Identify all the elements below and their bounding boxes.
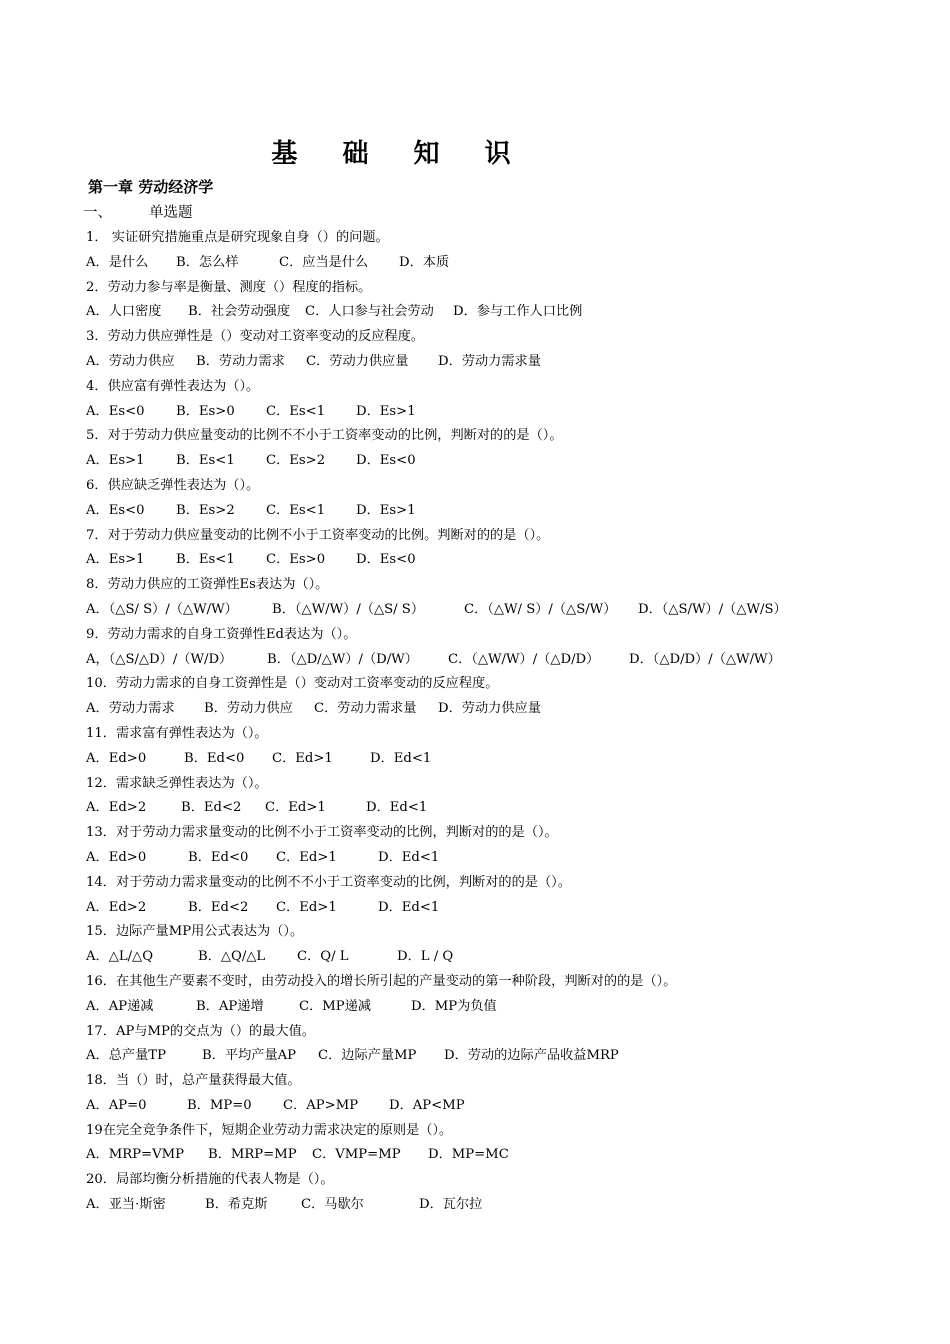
answer-option: D．（△D/D）/（△W/W） <box>629 651 781 667</box>
question-text: 4．供应富有弹性表达为（）。 <box>86 378 260 394</box>
option-row <box>86 846 926 871</box>
answer-option: A．总产量TP <box>86 1048 166 1064</box>
question-text: 18．当（）时，总产量获得最大值。 <box>86 1073 301 1089</box>
question-text: 12．需求缺乏弹性表达为（）。 <box>86 775 268 791</box>
answer-option: C．AP>MP <box>283 1097 359 1113</box>
question-text: 11．需求富有弹性表达为（）。 <box>86 725 268 741</box>
answer-option: D．劳动的边际产品收益MRP <box>444 1048 619 1064</box>
question-text: 2．劳动力参与率是衡量、测度（）程度的指标。 <box>86 279 372 295</box>
answer-option: A．Ed>0 <box>86 750 147 766</box>
option-row <box>86 648 926 673</box>
section-label: 单选题 <box>149 205 193 221</box>
answer-option: A．Es>1 <box>86 552 145 568</box>
answer-option: C．MP递减 <box>299 998 372 1014</box>
answer-option: B．Es<1 <box>176 552 235 568</box>
answer-option: B．Es>2 <box>176 502 235 518</box>
answer-option: D．（△S/W）/（△W/S） <box>638 601 787 617</box>
answer-option: A．AP递减 <box>86 998 154 1014</box>
answer-option: C．Ed>1 <box>276 899 337 915</box>
answer-option: A．亚当·斯密 <box>86 1197 166 1213</box>
answer-option: D．Es>1 <box>356 502 416 518</box>
question-text: 6．供应缺乏弹性表达为（）。 <box>86 477 260 493</box>
question-text: 16．在其他生产要素不变时，由劳动投入的增长所引起的产量变动的第一种阶段，判断对的的是（）。 <box>86 973 677 989</box>
option-row <box>86 548 926 573</box>
option-row <box>86 747 926 772</box>
answer-option: D．Ed<1 <box>366 800 428 816</box>
answer-option: D．Es>1 <box>356 403 416 419</box>
answer-option: A．劳动力需求 <box>86 701 175 717</box>
answer-option: A．AP=0 <box>86 1097 147 1113</box>
answer-option: C．Ed>1 <box>272 750 333 766</box>
answer-option: D．Ed<1 <box>378 899 440 915</box>
option-row <box>86 449 926 474</box>
option-row <box>86 896 926 921</box>
answer-option: A．（△S/ S）/（△W/W） <box>86 601 238 617</box>
question-text: 15．边际产量MP用公式表达为（）。 <box>86 924 304 940</box>
option-row <box>86 1044 926 1069</box>
answer-option: B．劳动力供应 <box>204 701 293 717</box>
answer-option: B．Ed<2 <box>181 800 242 816</box>
answer-option: A．Ed>2 <box>86 899 147 915</box>
answer-option: B．（△W/W）/（△S/ S） <box>272 601 425 617</box>
answer-option: B．Ed<2 <box>188 899 249 915</box>
option-row <box>86 1193 926 1218</box>
answer-option: C．劳动力需求量 <box>314 701 417 717</box>
option-row <box>86 598 926 623</box>
question-text: 7．对于劳动力供应量变动的比例不小于工资率变动的比例。判断对的的是（）。 <box>86 527 550 543</box>
question-text: 3．劳动力供应弹性是（）变动对工资率变动的反应程度。 <box>86 329 425 345</box>
answer-option: B．Es<1 <box>176 453 235 469</box>
answer-option: B．AP递增 <box>196 998 264 1014</box>
question-text: 9．劳动力需求的自身工资弹性Ed表达为（）。 <box>86 626 357 642</box>
answer-option: C．（△W/W）/（△D/D） <box>448 651 600 667</box>
answer-option: C．Es>2 <box>266 453 326 469</box>
answer-option: A．Ed>0 <box>86 849 147 865</box>
question-text: 14．对于劳动力需求量变动的比例不不小于工资率变动的比例，判断对的的是（）。 <box>86 874 571 890</box>
option-row <box>86 1143 926 1168</box>
answer-option: B．（△D/△W）/（D/W） <box>267 651 418 667</box>
question-list <box>86 226 926 1218</box>
answer-option: D．劳动力供应量 <box>438 701 541 717</box>
answer-option: A．人口密度 <box>86 304 162 320</box>
answer-option: C．VMP=MP <box>312 1147 401 1163</box>
answer-option: B．劳动力需求 <box>196 353 285 369</box>
question-text: 1． 实证研究措施重点是研究现象自身（）的问题。 <box>86 230 389 245</box>
section-number: 一、 <box>83 205 112 221</box>
option-row <box>86 697 926 722</box>
answer-option: D．MP为负值 <box>411 998 497 1014</box>
option-row <box>86 251 926 276</box>
answer-option: B．平均产量AP <box>202 1048 297 1064</box>
answer-option: A．Es>1 <box>86 453 145 469</box>
answer-option: A．△L/△Q <box>86 949 154 965</box>
option-row <box>86 300 926 325</box>
answer-option: C．Es>0 <box>266 552 326 568</box>
answer-option: C．边际产量MP <box>318 1048 417 1064</box>
answer-option: A．MRP=VMP <box>86 1147 184 1163</box>
option-row <box>86 995 926 1020</box>
answer-option: D．本质 <box>399 254 450 270</box>
option-row <box>86 796 926 821</box>
question-text: 19在完全竞争条件下，短期企业劳动力需求决定的原则是（）。 <box>86 1122 453 1138</box>
chapter-heading: 第一章 劳动经济学 <box>88 178 214 196</box>
answer-option: D．Es<0 <box>356 453 416 469</box>
document-title: 基 础 知 识 <box>271 139 529 169</box>
option-row <box>86 1094 926 1119</box>
question-text: 10．劳动力需求的自身工资弹性是（）变动对工资率变动的反应程度。 <box>86 676 499 692</box>
question-text: 8．劳动力供应的工资弹性Es表达为（）。 <box>86 577 329 593</box>
answer-option: C．劳动力供应量 <box>306 353 409 369</box>
answer-option: D．参与工作人口比例 <box>453 304 583 320</box>
answer-option: C．人口参与社会劳动 <box>305 304 434 320</box>
answer-option: D．MP=MC <box>428 1147 509 1163</box>
answer-option: B．MRP=MP <box>208 1147 297 1163</box>
answer-option: C．Es<1 <box>266 502 326 518</box>
answer-option: B．希克斯 <box>205 1197 268 1213</box>
answer-option: D．瓦尔拉 <box>419 1197 483 1213</box>
answer-option: A．Ed>2 <box>86 800 147 816</box>
answer-option: A．是什么 <box>86 254 149 270</box>
option-row <box>86 945 926 970</box>
option-row <box>86 400 926 425</box>
question-text: 17．AP与MP的交点为（）的最大值。 <box>86 1023 315 1039</box>
question-text: 13．对于劳动力需求量变动的比例不小于工资率变动的比例，判断对的的是（）。 <box>86 825 558 841</box>
section-heading <box>83 201 193 222</box>
answer-option: D．L / Q <box>397 949 454 965</box>
answer-option: B．Ed<0 <box>188 849 249 865</box>
answer-option: A．劳动力供应 <box>86 353 175 369</box>
answer-option: C．（△W/ S）/（△S/W） <box>464 601 617 617</box>
answer-option: B．△Q/△L <box>198 949 266 965</box>
answer-option: D．Ed<1 <box>370 750 432 766</box>
answer-option: A．Es<0 <box>86 502 145 518</box>
answer-option: B．怎么样 <box>176 254 239 270</box>
answer-option: B．MP=0 <box>187 1097 252 1113</box>
answer-option: C．Es<1 <box>266 403 326 419</box>
question-text: 20．局部均衡分析措施的代表人物是（）。 <box>86 1172 334 1188</box>
answer-option: D．Es<0 <box>356 552 416 568</box>
answer-option: A，（△S/△D）/（W/D） <box>86 651 233 667</box>
answer-option: D．劳动力需求量 <box>438 353 541 369</box>
answer-option: C．Ed>1 <box>276 849 337 865</box>
answer-option: B．社会劳动强度 <box>188 304 291 320</box>
answer-option: D．AP<MP <box>389 1097 465 1113</box>
answer-option: C．Ed>1 <box>265 800 326 816</box>
answer-option: C．应当是什么 <box>279 254 369 270</box>
answer-option: B．Es>0 <box>176 403 235 419</box>
answer-option: C．Q/ L <box>297 949 349 965</box>
question-text: 5．对于劳动力供应量变动的比例不不小于工资率变动的比例，判断对的的是（）。 <box>86 428 563 444</box>
answer-option: B．Ed<0 <box>184 750 245 766</box>
option-row <box>86 350 926 375</box>
option-row <box>86 499 926 524</box>
answer-option: D．Ed<1 <box>378 849 440 865</box>
answer-option: A．Es<0 <box>86 403 145 419</box>
answer-option: C．马歇尔 <box>301 1197 364 1213</box>
